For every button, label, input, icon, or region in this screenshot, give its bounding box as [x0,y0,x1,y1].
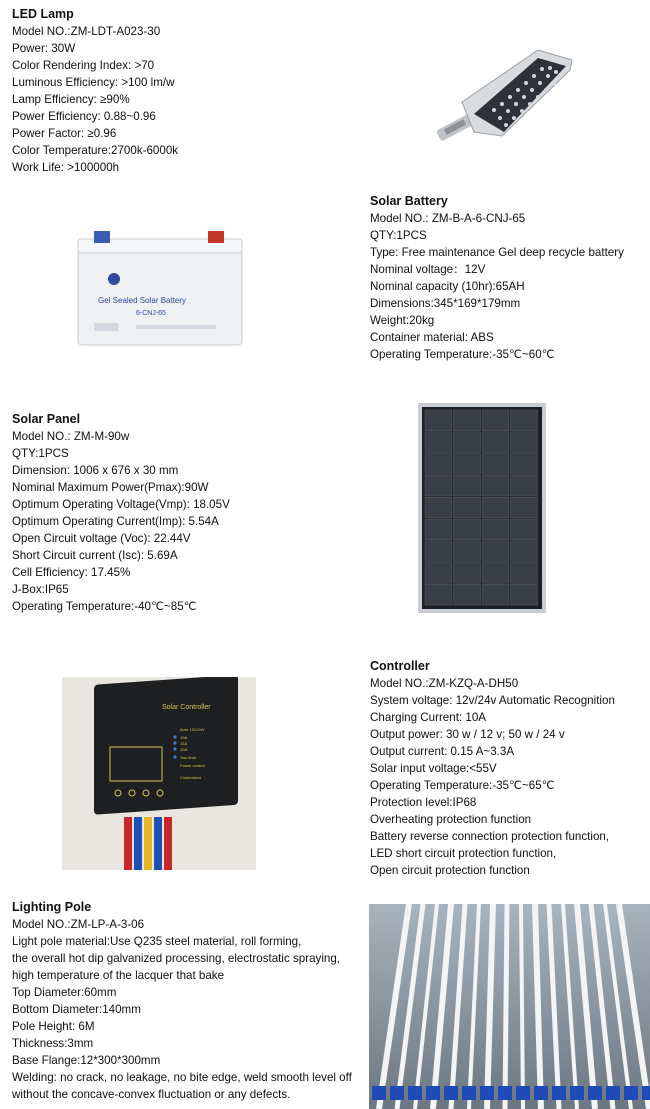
controller-opt: Customized [180,775,202,780]
solar-cell [454,541,481,562]
lighting-pole-spec [12,899,352,1103]
solar-cell [454,454,481,475]
led-lamp-title: LED Lamp [12,7,74,21]
solar-cell [482,410,509,431]
spec-line: Operating Temperature:-40℃~85℃ [12,600,197,613]
spec-line: Nominal Maximum Power(Pmax):90W [12,481,209,494]
spec-line: Color Temperature:2700k-6000k [12,144,179,157]
controller-title: Controller [370,659,430,673]
solar-cell [425,475,452,496]
solar-cell [425,519,452,540]
solar-cell [454,410,481,431]
spec-line: Work Life: >100000h [12,161,120,174]
pole-flange [480,1086,494,1100]
spec-line: QTY:1PCS [370,229,427,242]
led-lamp-image [430,40,580,155]
solar-cell [511,541,538,562]
spec-line: Weight:20kg [370,314,435,327]
solar-cell [454,584,481,605]
spec-line: Dimension: 1006 x 676 x 30 mm [12,464,179,477]
pole-flange [624,1086,638,1100]
spec-line: Thickness:3mm [12,1037,94,1050]
solar-cell [511,432,538,453]
pole-flange [606,1086,620,1100]
spec-line: Optimum Operating Voltage(Vmp): 18.05V [12,498,230,511]
spec-line: Overheating protection function [370,813,532,826]
pole-flange [426,1086,440,1100]
solar-panel-spec [12,411,230,615]
spec-line: without the concave-convex fluctuation or any defects. [12,1088,291,1101]
solar-cell [454,497,481,518]
solar-panel-image [418,403,546,613]
pole-flange [552,1086,566,1100]
spec-line: Top Diameter:60mm [12,986,117,999]
spec-line: Container material: ABS [370,331,494,344]
spec-line: Short Circuit current (Isc): 5.69A [12,549,178,562]
spec-line: Power Factor: ≥0.96 [12,127,117,140]
solar-cell [482,563,509,584]
spec-line: Pole Height: 6M [12,1020,95,1033]
spec-line: System voltage: 12v/24v Automatic Recognition [370,694,615,707]
spec-line: Open Circuit voltage (Voc): 22.44V [12,532,191,545]
pole-flange [372,1086,386,1100]
solar-cell [454,519,481,540]
controller-opt: Two time [180,755,197,760]
controller-image [62,677,256,870]
spec-line: Luminous Efficiency: >100 lm/w [12,76,175,89]
controller-image-title: Solar Controller [162,704,211,711]
spec-line: Dimensions:345*169*179mm [370,297,521,310]
pole-flange [516,1086,530,1100]
spec-line: LED short circuit protection function, [370,847,557,860]
solar-cell [511,519,538,540]
spec-line: Lamp Efficiency: ≥90% [12,93,130,106]
pole-flange [534,1086,548,1100]
spec-line: Base Flange:12*300*300mm [12,1054,161,1067]
spec-line: Type: Free maintenance Gel deep recycle battery [370,246,624,259]
solar-cell [482,432,509,453]
pole-flange [570,1086,584,1100]
lighting-pole-title: Lighting Pole [12,900,92,914]
spec-line: Open circuit protection function [370,864,530,877]
spec-line: Model NO.: ZM-B-A-6-CNJ-65 [370,212,526,225]
spec-line: Nominal voltage：12V [370,263,486,276]
spec-line: the overall hot dip galvanized processing, electrostatic spraying, [12,952,341,965]
solar-cell [482,454,509,475]
led-lamp-spec [12,6,178,176]
solar-cell [454,475,481,496]
solar-cell [425,541,452,562]
pole-line [505,904,507,1109]
spec-line: J-Box:IP65 [12,583,69,596]
spec-line: Output power: 30 w / 12 v; 50 w / 24 v [370,728,565,741]
pole-flange [462,1086,476,1100]
battery-model-label: 6-CNJ-65 [136,310,166,317]
spec-line: Solar input voltage:<55V [370,762,497,775]
controller-opt: 10A [180,735,188,740]
solar-cell [511,475,538,496]
solar-cell [425,584,452,605]
spec-line: Power Efficiency: 0.88~0.96 [12,110,156,123]
lighting-pole-image [369,904,650,1109]
spec-line: high temperature of the lacquer that bake [12,969,225,982]
solar-cell [425,454,452,475]
spec-line: Light pole material:Use Q235 steel material, roll forming, [12,935,302,948]
solar-cell [511,497,538,518]
solar-cell [454,563,481,584]
controller-opt: Power control [180,763,205,768]
solar-cell [511,410,538,431]
controller-opt: 15A [180,741,188,746]
controller-opt: Auto 12V/24V [180,727,205,732]
spec-line: Welding: no crack, no leakage, no bite edge, weld smooth level off [12,1071,352,1084]
pole-flange [588,1086,602,1100]
pole-flange [642,1086,650,1100]
solar-cell [425,410,452,431]
solar-cell [482,541,509,562]
solar-cell [482,584,509,605]
spec-line: Operating Temperature:-35℃~60℃ [370,348,555,361]
solar-cell [454,432,481,453]
pole-flange [498,1086,512,1100]
pole-flange [390,1086,404,1100]
spec-line: Cell Efficiency: 17.45% [12,566,131,579]
spec-line: Charging Current: 10A [370,711,486,724]
spec-line: Model NO.:ZM-LP-A-3-06 [12,918,145,931]
spec-line: Battery reverse connection protection function, [370,830,610,843]
pole-flange [444,1086,458,1100]
solar-cell [482,497,509,518]
spec-line: Bottom Diameter:140mm [12,1003,141,1016]
spec-line: Nominal capacity (10hr):65AH [370,280,525,293]
battery-brand-label: Gel Sealed Solar Battery [98,296,187,305]
spec-line: Model NO.:ZM-KZQ-A-DH50 [370,677,519,690]
solar-cell [425,497,452,518]
controller-opt: 20A [180,747,188,752]
solar-cell [425,432,452,453]
solar-cell [482,475,509,496]
solar-cell [482,519,509,540]
spec-line: QTY:1PCS [12,447,69,460]
solar-cell [511,563,538,584]
spec-line: Color Rendering Index: >70 [12,59,155,72]
solar-battery-title: Solar Battery [370,194,448,208]
solar-panel-title: Solar Panel [12,412,81,426]
spec-line: Optimum Operating Current(Imp): 5.54A [12,515,219,528]
controller-spec [370,658,615,879]
spec-line: Model NO.: ZM-M-90w [12,430,130,443]
spec-line: Output current: 0.15 A~3.3A [370,745,515,758]
solar-cell [511,454,538,475]
spec-line: Power: 30W [12,42,76,55]
solar-battery-spec [370,193,624,363]
pole-line [521,904,523,1109]
pole-flange [408,1086,422,1100]
solar-cell [511,584,538,605]
spec-line: Operating Temperature:-35℃~65℃ [370,779,555,792]
solar-battery-image [76,225,244,347]
spec-line: Model NO.:ZM-LDT-A023-30 [12,25,161,38]
spec-line: Protection level:IP68 [370,796,477,809]
solar-cell [425,563,452,584]
